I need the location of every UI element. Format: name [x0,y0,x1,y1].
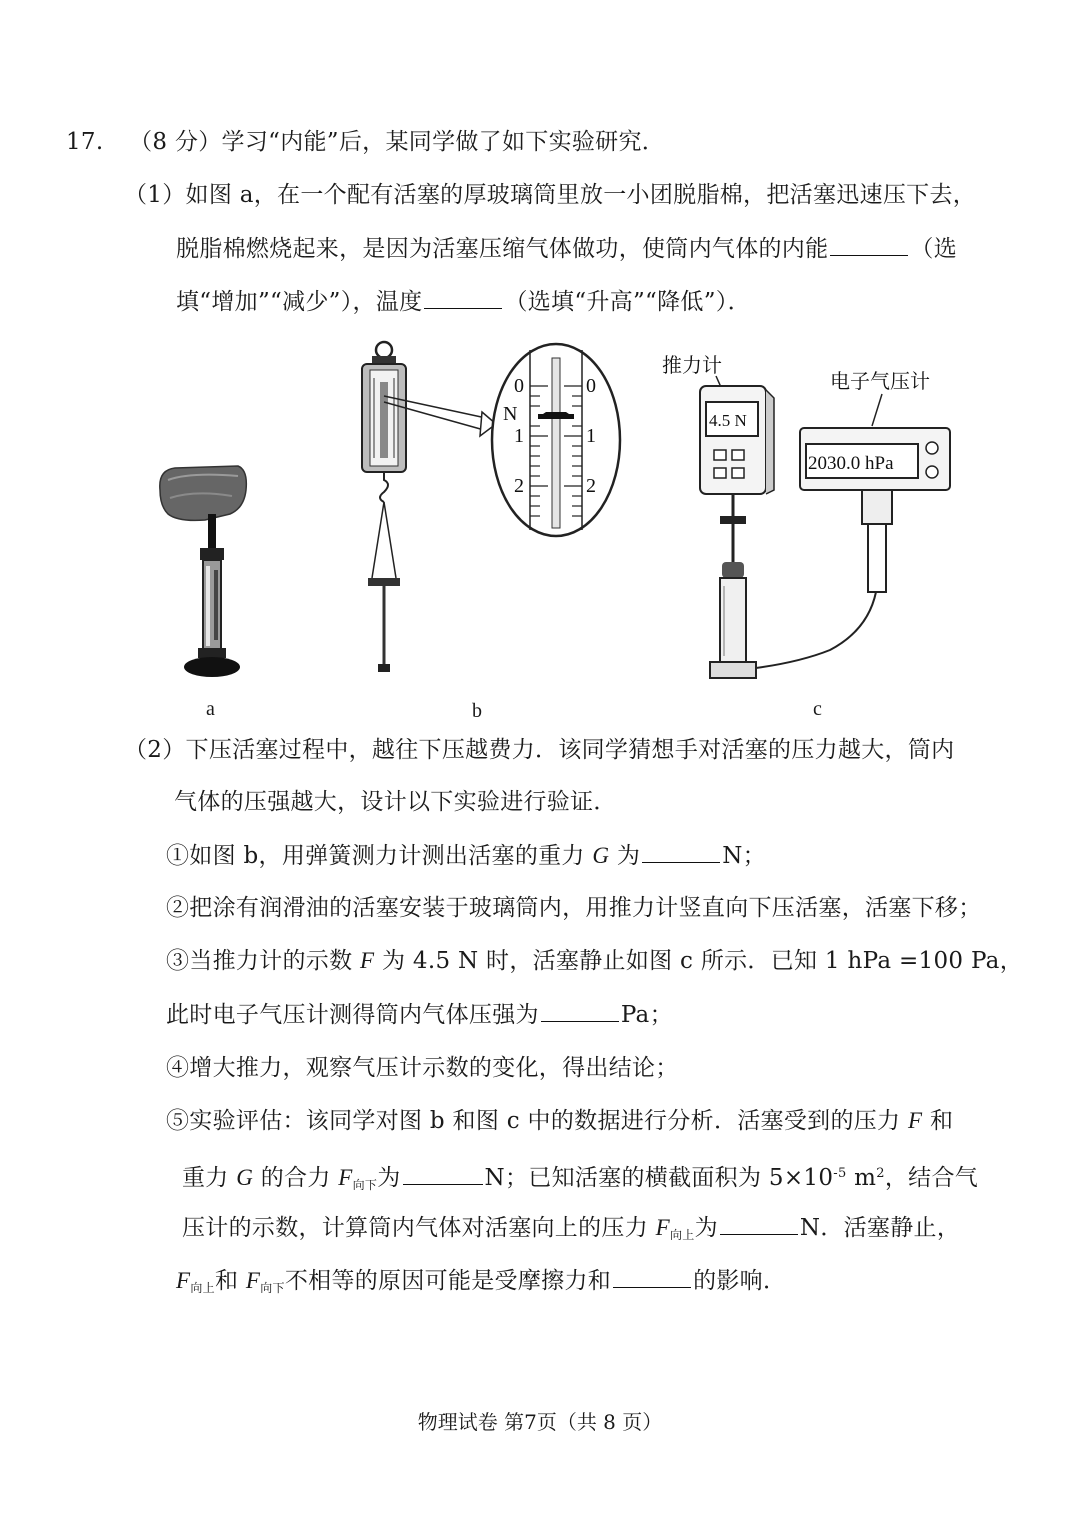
part1-line2-tail: （选 [910,236,958,262]
step1-text-b: 为 [609,843,641,869]
step3-text-b: 为 4.5 N 时，活塞静止如图 c 所示．已知 1 hPa =100 Pa， [374,948,1023,974]
part2-step1 [166,840,766,871]
step5-text-j: 为 [694,1215,718,1241]
answer-blank-upward-force[interactable] [720,1212,798,1235]
scale-label-two-right: 2 [586,475,596,497]
figure-b-label: b [472,700,482,722]
scale-label-one-left: 1 [514,425,524,447]
part2-step2: ②把涂有润滑油的活塞安装于玻璃筒内，用推力计竖直向下压活塞，活塞下移； [166,895,982,921]
part1-line3 [176,286,751,317]
step5-variable-g: G [236,1165,254,1190]
step3-text-c: 此时电子气压计测得筒内气体压强为 [166,1002,539,1028]
experiment-figures [0,330,1080,730]
step5-text: ⑤实验评估：该同学对图 b 和图 c 中的数据进行分析．活塞受到的压力 [166,1108,908,1134]
part2-step5-line3 [182,1212,960,1250]
part2-step5-line4 [176,1265,786,1303]
exponent-neg5: -5 [833,1166,847,1181]
push-meter-reading: 4.5 N [709,411,747,430]
scale-label-zero-left: 0 [514,375,524,397]
push-meter-label: 推力计 [662,355,722,377]
subscript-down: 向下 [352,1178,378,1192]
step5-text-h: ，结合气 [884,1165,979,1191]
step1-text: ①如图 b，用弹簧测力计测出活塞的重力 [166,843,593,869]
scale-label-two-left: 2 [514,475,524,497]
exponent-2: 2 [876,1166,885,1181]
figure-a-label: a [206,698,215,720]
subscript-up: 向上 [669,1228,695,1242]
part2-line1: （2）下压活塞过程中，越往下压越费力．该同学猜想手对活塞的压力越大，筒内 [124,737,955,763]
page-footer: 物理试卷 第7页（共 8 页） [417,1410,663,1434]
question-intro: （8 分）学习“内能”后，某同学做了如下实验研究． [129,129,666,155]
subscript-up-2: 向上 [190,1281,215,1295]
step5-text-c: 重力 [182,1165,237,1191]
question-number-line [66,127,665,157]
step5-text-b: 和 [922,1108,954,1134]
scale-unit-label: N [503,403,518,425]
figure-b-spring-scale [362,342,620,672]
part1-line3-tail: （选填“升高”“降低”）． [504,289,751,315]
step5-text-m: 不相等的原因可能是受摩擦力和 [284,1268,612,1294]
step1-variable-g: G [592,843,610,868]
question-number: 17. [66,129,104,155]
answer-blank-pressure[interactable] [541,999,619,1022]
part1-line3-text: 填“增加”“减少”），温度 [176,289,423,315]
step3-variable-f: F [360,948,375,973]
step5-text-d: 的合力 [253,1165,339,1191]
part2-step3 [166,946,1023,976]
answer-blank-other-factor[interactable] [613,1265,691,1288]
step3-text: ③当推力计的示数 [166,948,361,974]
step5-text-i: 压计的示数，计算筒内气体对活塞向上的压力 [182,1215,656,1241]
scale-label-one-right: 1 [586,425,596,447]
subscript-down-2: 向下 [260,1281,285,1295]
part2-step4: ④增大推力，观察气压计示数的变化，得出结论； [166,1055,679,1081]
step5-variable-f-up: F [655,1215,670,1240]
step5-variable-f-up-2: F [176,1268,191,1293]
step5-variable-f-down-2: F [245,1268,261,1293]
answer-blank-internal-energy[interactable] [830,233,908,256]
step5-text-f: N；已知活塞的横截面积为 5×10 [484,1165,834,1191]
step5-variable-f: F [907,1108,923,1133]
figure-c-push-meter-barometer [662,354,950,678]
part1-line2 [176,233,957,264]
step1-unit: N； [722,843,766,869]
part2-step5-line2 [182,1159,978,1200]
step5-variable-f-down: F [338,1165,353,1190]
answer-blank-resultant-force[interactable] [403,1162,483,1185]
barometer-label: 电子气压计 [830,371,930,393]
figure-a-fire-syringe [160,466,247,677]
answer-blank-temperature[interactable] [424,286,502,309]
step5-text-e: 为 [377,1165,401,1191]
figure-c-label: c [813,698,822,720]
scale-label-zero-right: 0 [586,375,596,397]
part2-line2: 气体的压强越大，设计以下实验进行验证． [174,789,617,815]
step5-text-n: 的影响． [693,1268,787,1294]
step5-text-k: N．活塞静止， [799,1215,961,1241]
part1-line2-text: 脱脂棉燃烧起来，是因为活塞压缩气体做功，使筒内气体的内能 [176,236,829,262]
step3-unit: Pa； [620,1002,673,1028]
part2-step5 [166,1106,953,1136]
part1-line1: （1）如图 a，在一个配有活塞的厚玻璃筒里放一小团脱脂棉，把活塞迅速压下去， [124,182,977,208]
part2-step3-cont [166,999,673,1030]
answer-blank-gravity[interactable] [642,840,720,863]
barometer-reading: 2030.0 hPa [808,453,894,474]
step5-text-l: 和 [214,1268,246,1294]
step5-text-g: m [846,1165,877,1191]
